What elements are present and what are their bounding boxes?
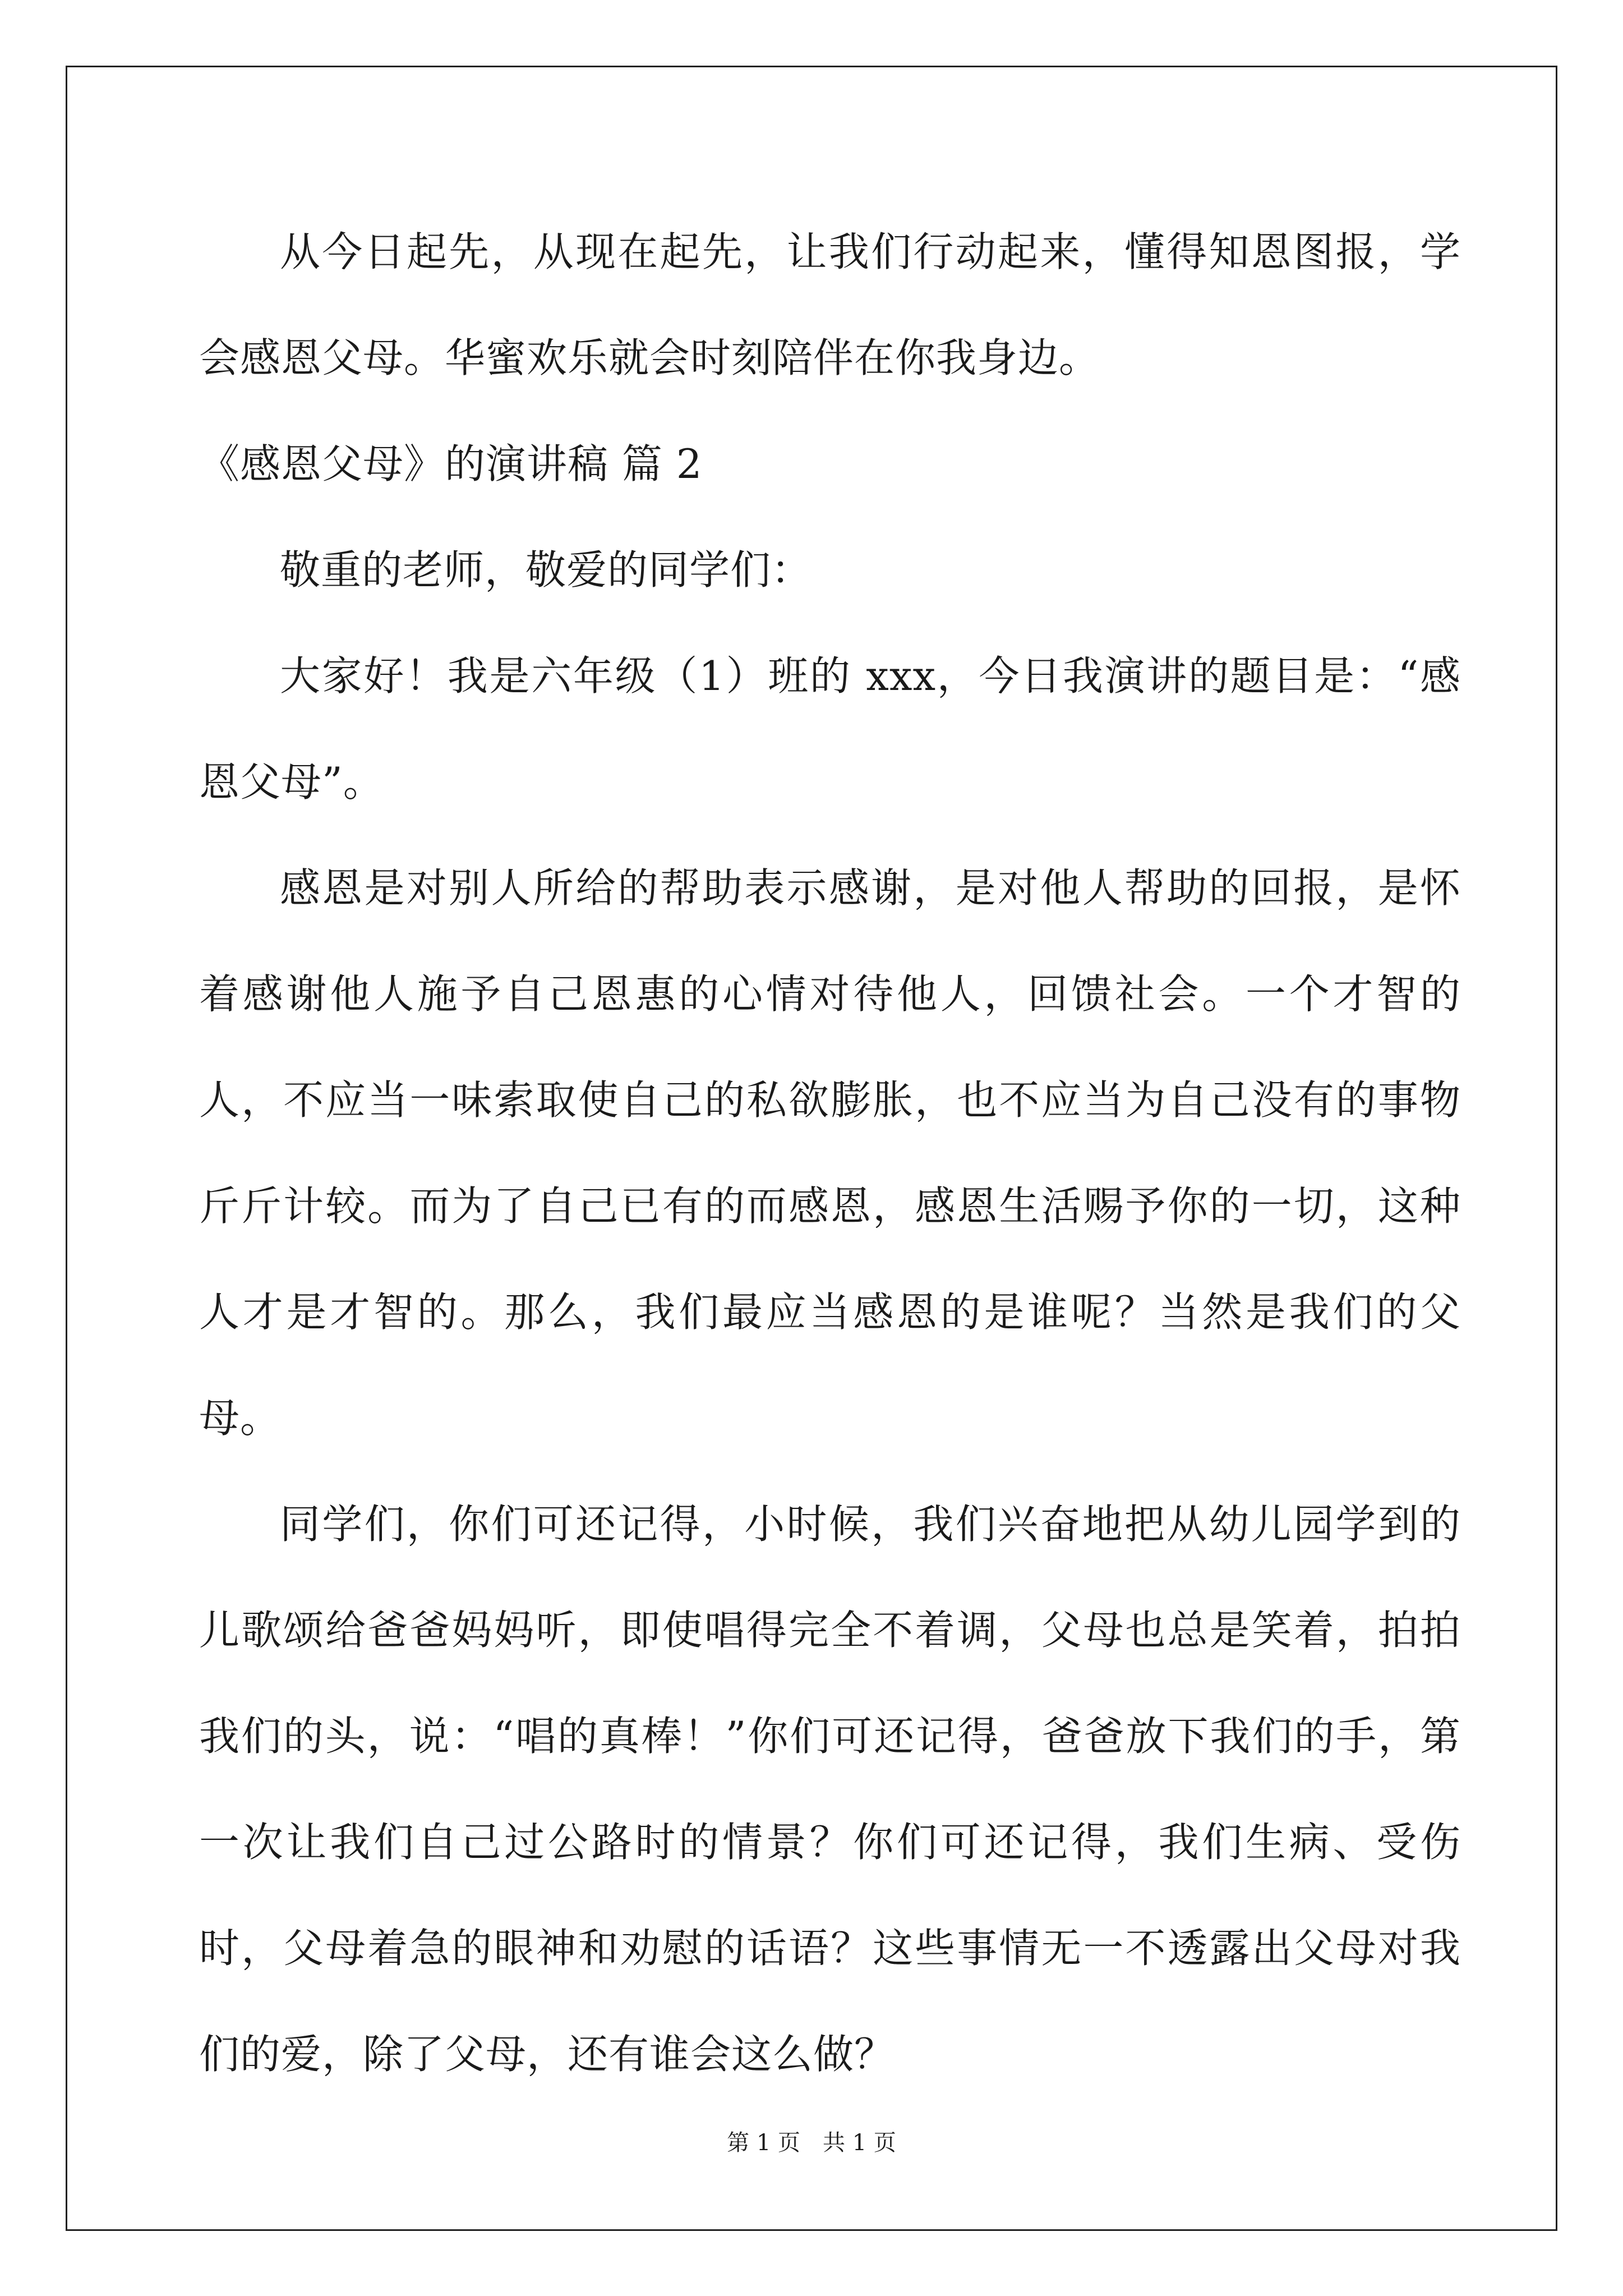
document-body bbox=[199, 199, 1461, 2108]
page-footer: 第 1 页 共 1 页 bbox=[727, 2130, 896, 2156]
paragraph-greeting: 大家好！我是六年级（1）班的 xxx，今日我演讲的题目是：“感恩父母”。 bbox=[199, 652, 1461, 806]
paragraph-gratitude: 感恩是对别人所给的帮助表示感谢，是对他人帮助的回报，是怀着感谢他人施予自己恩惠的心情对待他人，回馈社会。一个才智的人，不应当一味索取使自己的私欲膨胀，也不应当为自己没有的事物斤斤计较。而为了自己已有的而感恩，感恩生活赐予你的一切，这种人才是才智的。那么，我们最应当感恩的是谁呢？当然是我们的父母。 bbox=[199, 864, 1461, 1442]
section-heading: 《感恩父母》的演讲稿 篇 2 bbox=[199, 440, 703, 487]
paragraph-salutation: 敬重的老师，敬爱的同学们： bbox=[280, 546, 813, 593]
paragraph-conclusion: 从今日起先，从现在起先，让我们行动起来，懂得知恩图报，学会感恩父母。华蜜欢乐就会时刻陪伴在你我身边。 bbox=[199, 228, 1461, 381]
paragraph-memories: 同学们，你们可还记得，小时候，我们兴奋地把从幼儿园学到的儿歌颂给爸爸妈妈听，即使唱得完全不着调，父母也总是笑着，拍拍我们的头，说：“唱的真棒！”你们可还记得，爸爸放下我们的手，第一次让我们自己过公路时的情景？你们可还记得，我们生病、受伤时，父母着急的眼神和劝慰的话语？这些事情无一不透露出父母对我们的爱，除了父母，还有谁会这么做？ bbox=[199, 1501, 1461, 2078]
